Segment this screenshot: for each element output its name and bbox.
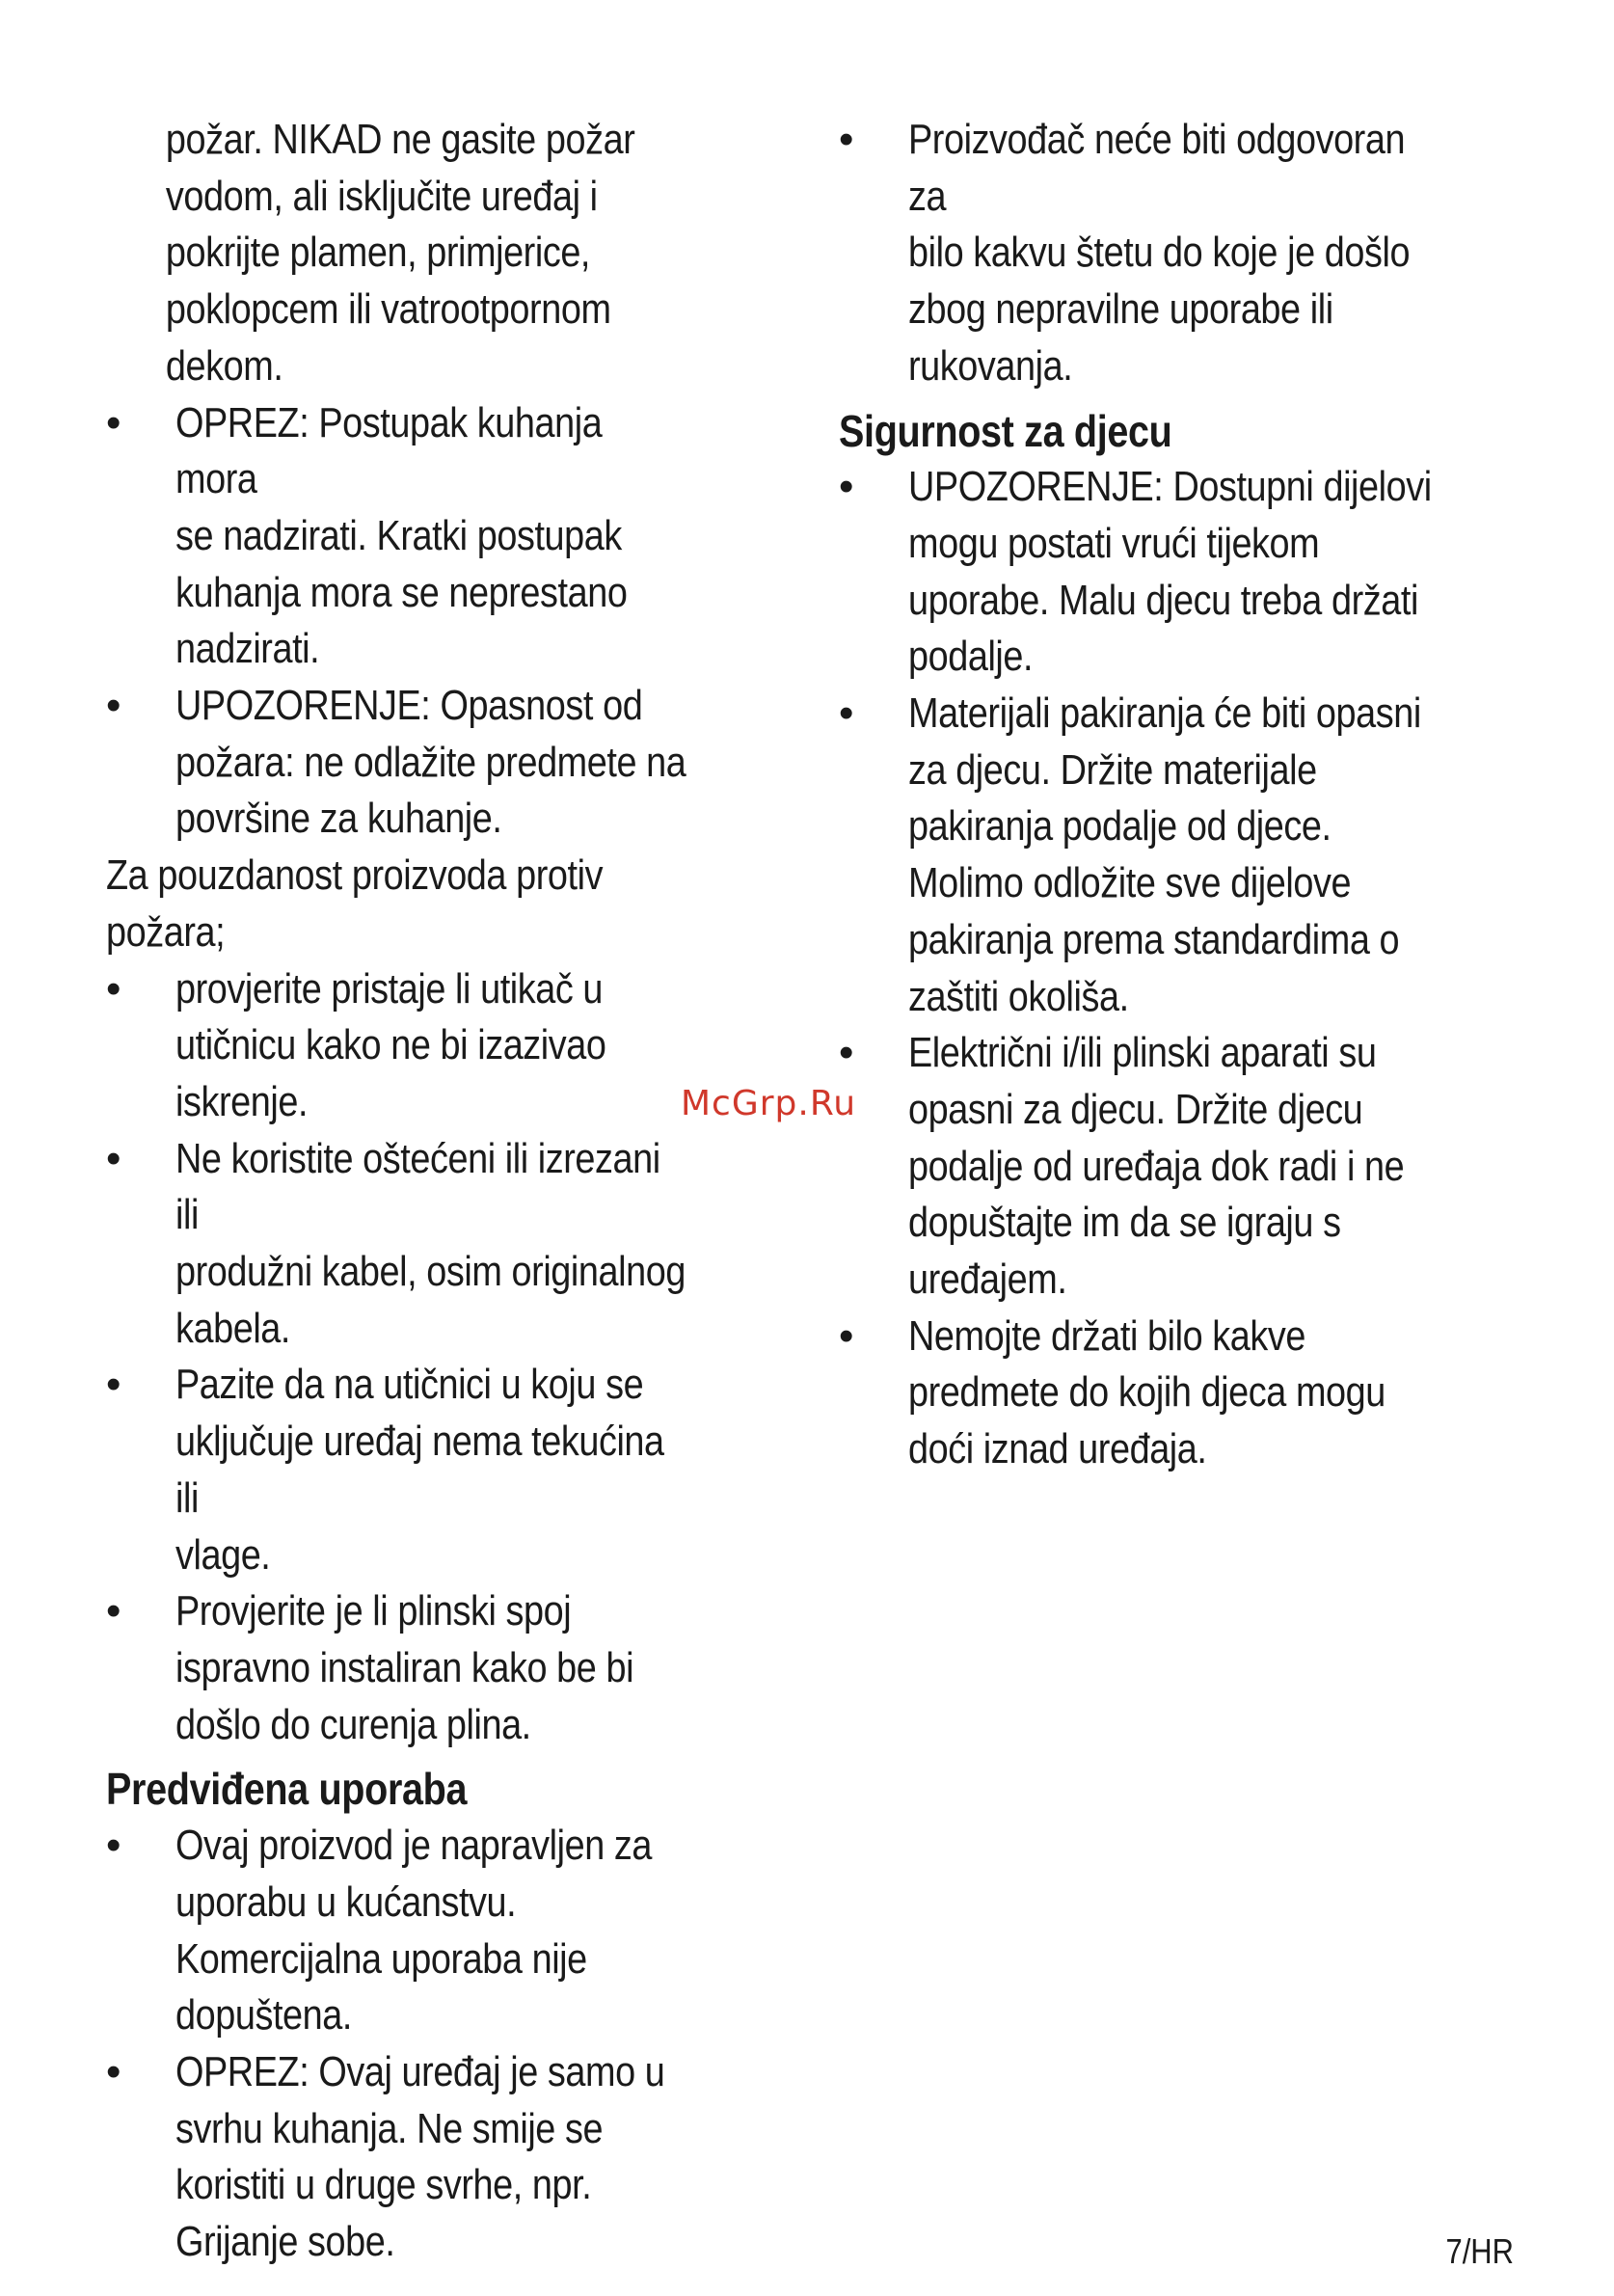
list-item-text: OPREZ: Postupak kuhanja mora se nadzirati. Kratki postupak kuhanja mora se neprestano nadzirati. <box>175 398 628 673</box>
list-item <box>106 678 771 848</box>
list-item <box>106 1583 771 1753</box>
bullet-icon: • <box>106 682 121 730</box>
fire-reliability-paragraph: Za pouzdanost proizvoda protiv požara; <box>106 851 604 956</box>
list-item-text: Pazite da na utičnici u koju se uključuje uređaj nema tekućina ili vlage. <box>175 1361 664 1579</box>
list-item <box>839 1025 1533 1309</box>
bullet-icon: • <box>106 2047 121 2095</box>
list-item <box>106 2044 771 2271</box>
bullet-icon: • <box>839 689 854 738</box>
bullet-icon: • <box>106 964 121 1013</box>
list-item-text: provjerite pristaje li utikač u utičnicu kako ne bi izazivao iskrenje. <box>175 964 606 1125</box>
list-item-text: Materijali pakiranja će biti opasni za djecu. Držite materijale pakiranja podalje od djece. Molimo odložite sve dijelove pakiranja prema standardima o zaštiti okoliša. <box>908 689 1421 1020</box>
bullet-icon: • <box>839 116 854 163</box>
list-item <box>839 459 1533 686</box>
list-item-text: Ovaj proizvod je napravljen za uporabu u kućanstvu. Komercijalna uporaba nije dopuštena. <box>175 1822 653 2039</box>
bullet-icon: • <box>839 1029 854 1077</box>
bullet-icon: • <box>106 1134 121 1182</box>
bullet-icon: • <box>106 398 121 446</box>
page-number: 7/HR <box>1445 2231 1514 2271</box>
bullet-icon: • <box>106 1822 121 1870</box>
list-item <box>106 395 771 679</box>
list-item <box>106 1131 771 1358</box>
continuation-paragraph: požar. NIKAD ne gasite požar vodom, ali isključite uređaj i pokrijte plamen, primjerice, poklopcem ili vatrootpornom dekom. <box>165 116 635 390</box>
list-item-text: Provjerite je li plinski spoj ispravno instaliran kako be bi došlo do curenja plina. <box>175 1587 634 1748</box>
list-item <box>839 112 1533 395</box>
list-item-text: UPOZORENJE: Dostupni dijelovi mogu postati vrući tijekom uporabe. Malu djecu treba držati podalje. <box>908 463 1432 681</box>
bullet-icon: • <box>839 463 854 511</box>
right-column <box>839 112 1533 1478</box>
list-item-text: Električni i/ili plinski aparati su opasni za djecu. Držite djecu podalje od uređaja dok radi i ne dopuštajte im da se igraju s uređajem. <box>908 1029 1405 1304</box>
intended-use-heading: Predviđena uporaba <box>106 1764 468 1815</box>
list-item-text: UPOZORENJE: Opasnost od požara: ne odlažite predmete na površine za kuhanje. <box>175 682 686 843</box>
list-item-text: Ne koristite oštećeni ili izrezani ili produžni kabel, osim originalnog kabela. <box>175 1134 686 1352</box>
list-item <box>106 961 771 1131</box>
list-item <box>106 1818 771 2044</box>
list-item <box>839 1309 1533 1478</box>
list-item <box>106 1357 771 1583</box>
watermark: McGrp.Ru <box>681 1084 857 1123</box>
left-column <box>106 112 771 2271</box>
bullet-icon: • <box>106 1361 121 1409</box>
bullet-icon: • <box>839 1311 854 1360</box>
bullet-icon: • <box>106 1587 121 1635</box>
list-item-text: Proizvođač neće biti odgovoran za bilo kakvu štetu do koje je došlo zbog nepravilne uporabe ili rukovanja. <box>908 116 1411 390</box>
list-item <box>839 686 1533 1025</box>
list-item-text: OPREZ: Ovaj uređaj je samo u svrhu kuhanja. Ne smije se koristiti u druge svrhe, npr. Grijanje sobe. <box>175 2047 665 2266</box>
child-safety-heading: Sigurnost za djecu <box>839 405 1172 456</box>
list-item-text: Nemojte držati bilo kakve predmete do kojih djeca mogu doći iznad uređaja. <box>908 1311 1385 1473</box>
